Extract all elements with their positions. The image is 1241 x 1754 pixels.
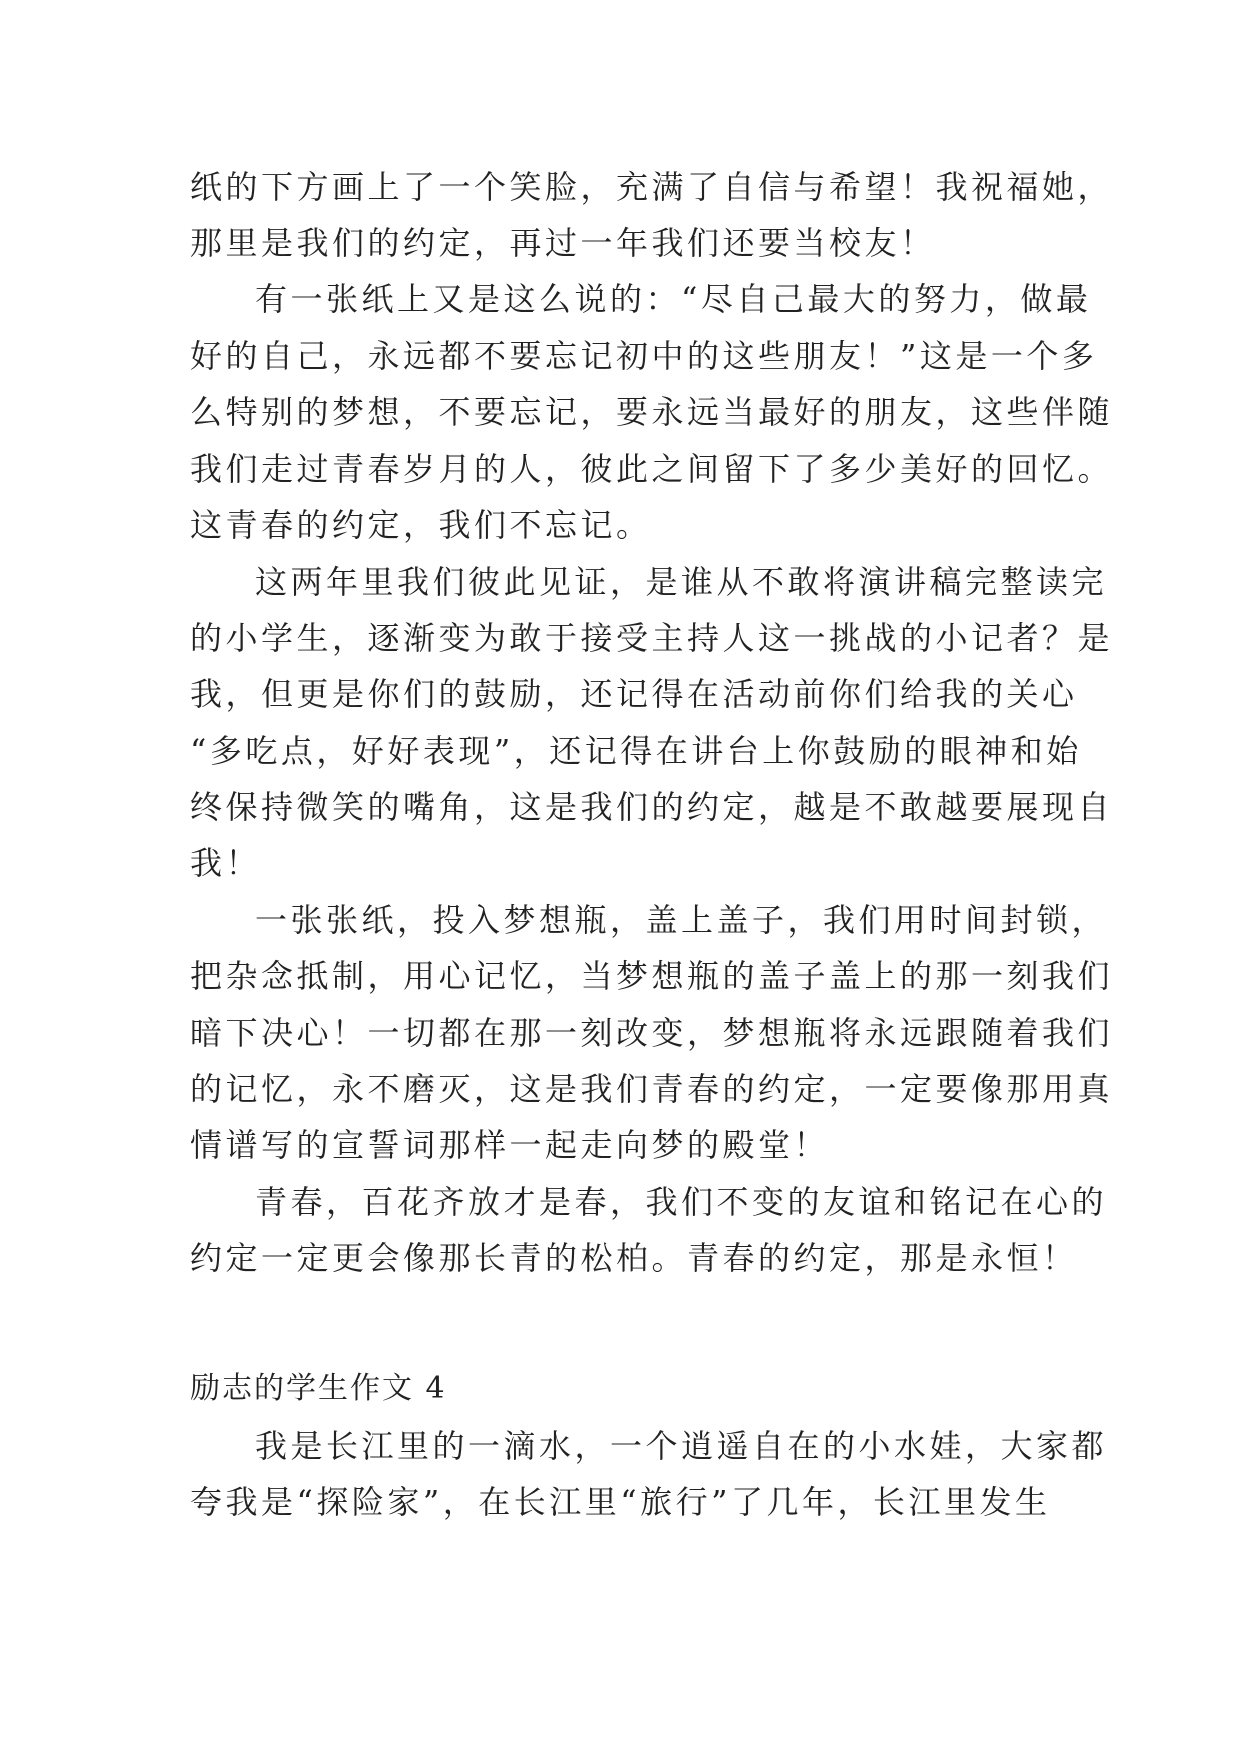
- paragraph-first-line: 青春，百花齐放才是春，我们不变的友谊和铭记在心的: [255, 1183, 1108, 1221]
- paragraph-first-line: 有一张纸上又是这么说的：“尽自己最大的努力，做最: [255, 280, 1092, 318]
- text-line: 纸的下方画上了一个笑脸，充满了自信与希望！我祝福她，: [190, 168, 1114, 206]
- text-line: 夸我是“探险家”，在长江里“旅行”了几年，长江里发生: [190, 1483, 1051, 1521]
- text-line: 这青春的约定，我们不忘记。: [190, 506, 652, 544]
- paragraph-first-line: 我是长江里的一滴水，一个逍遥自在的小水娃，大家都: [255, 1427, 1108, 1465]
- text-line: 情谱写的宣誓词那样一起走向梦的殿堂！: [190, 1126, 830, 1164]
- text-line: 暗下决心！一切都在那一刻改变，梦想瓶将永远跟随着我们: [190, 1014, 1114, 1052]
- text-line: 我，但更是你们的鼓励，还记得在活动前你们给我的关心: [190, 675, 1078, 713]
- text-line: 的小学生，逐渐变为敢于接受主持人这一挑战的小记者？是: [190, 619, 1114, 657]
- text-line: 么特别的梦想，不要忘记，要永远当最好的朋友，这些伴随: [190, 393, 1114, 431]
- text-line: “多吃点，好好表现”，还记得在讲台上你鼓励的眼神和始: [190, 732, 1082, 770]
- text-line: 的记忆，永不磨灭，这是我们青春的约定，一定要像那用真: [190, 1070, 1114, 1108]
- text-line: 约定一定更会像那长青的松柏。青春的约定，那是永恒！: [190, 1239, 1078, 1277]
- text-line: 我们走过青春岁月的人，彼此之间留下了多少美好的回忆。: [190, 450, 1114, 488]
- paragraph-first-line: 这两年里我们彼此见证，是谁从不敢将演讲稿完整读完: [255, 563, 1108, 601]
- text-line: 终保持微笑的嘴角，这是我们的约定，越是不敢越要展现自: [190, 788, 1114, 826]
- text-line: 我！: [190, 844, 262, 882]
- paragraph-first-line: 一张张纸，投入梦想瓶，盖上盖子，我们用时间封锁，: [255, 901, 1108, 939]
- text-line: 好的自己，永远都不要忘记初中的这些朋友！”这是一个多: [190, 337, 1098, 375]
- section-heading: 励志的学生作文 4: [190, 1371, 447, 1406]
- text-line: 把杂念抵制，用心记忆，当梦想瓶的盖子盖上的那一刻我们: [190, 957, 1114, 995]
- text-line: 那里是我们的约定，再过一年我们还要当校友！: [190, 224, 936, 262]
